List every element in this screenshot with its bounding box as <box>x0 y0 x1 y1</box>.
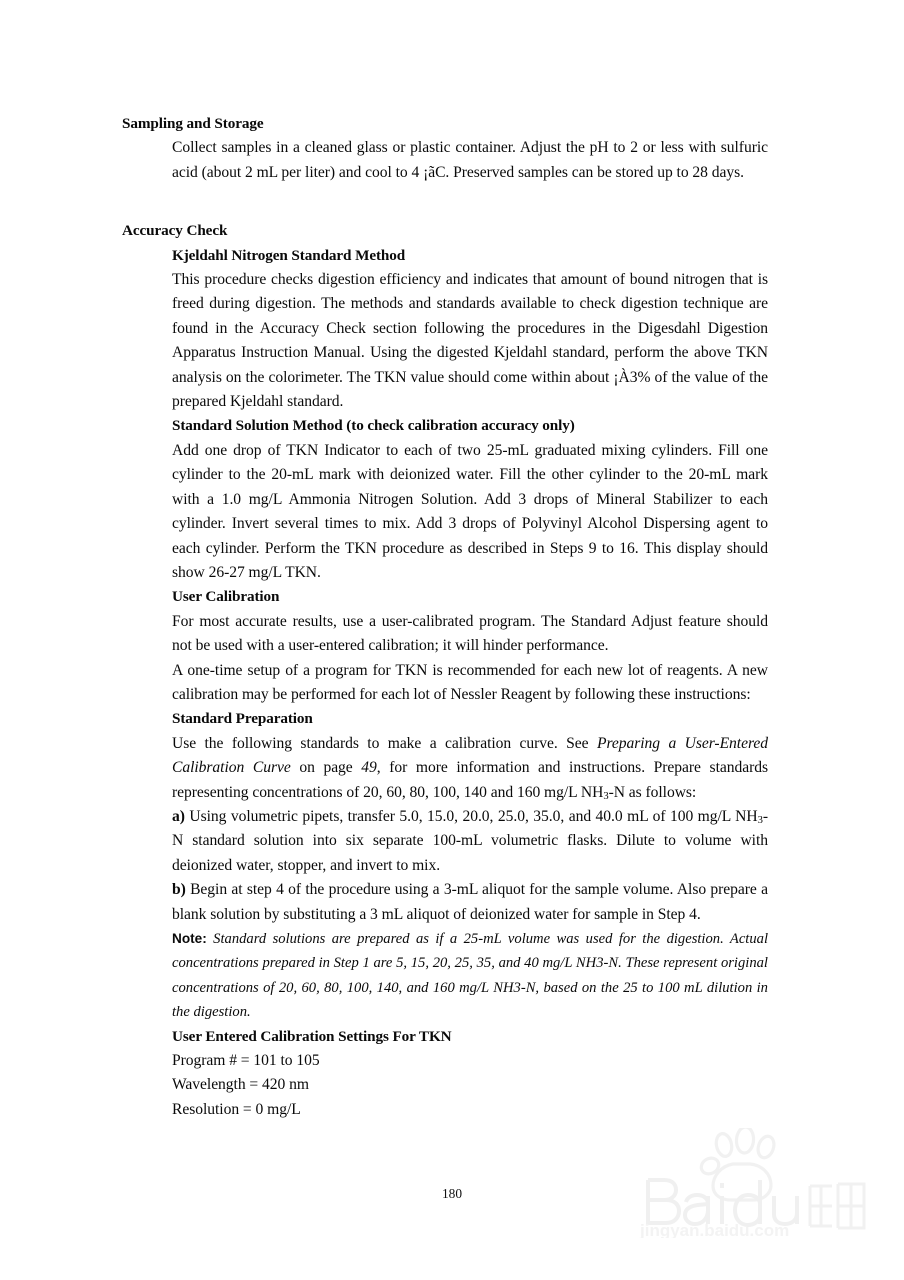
subheading-user-entered-calibration-settings: User Entered Calibration Settings For TKN <box>172 1027 452 1045</box>
section-spacer <box>122 185 768 219</box>
subheading-standard-preparation: Standard Preparation <box>172 710 313 728</box>
text-run: -N as follows: <box>608 783 697 801</box>
list-item-a-label: a) <box>172 807 185 825</box>
baidu-logo-icon <box>638 1128 878 1238</box>
paragraph-sampling-storage: Collect samples in a cleaned glass or plastic container. Adjust the pH to 2 or less with sulfuric acid (about 2 mL per liter) and cool to 4 ¡ãC. Preserved samples can be stored up to 28 days. <box>172 139 768 181</box>
text-run: -N. These represent original concentrations of 20, 60, 80, 100, 140, and 160 mg/L NH3 <box>172 955 768 996</box>
text-run: -N, based on the 25 to 100 mL dilution in the digestion. <box>172 979 768 1021</box>
note-label: Note: <box>172 931 207 946</box>
note-standard-solutions <box>172 927 768 1025</box>
text-run: Standard solutions are prepared as if a 25-mL volume was used for the digestion. Actual concentrations prepared in Step 1 are 5, 15, 20, 25, 35, and 40 mg/L NH3 <box>172 931 768 972</box>
paragraph-standard-solution-method: Add one drop of TKN Indicator to each of two 25-mL graduated mixing cylinders. Fill one cylinder to the 20-mL mark with deionized water. Fill the other cylinder to the 20-mL mark with a 1.0 mg/L Ammonia Nitrogen Solution. Add 3 drops of Mineral Stabilizer to each cylinder. Invert several times to mix. Add 3 drops of Polyvinyl Alcohol Dispersing agent to each cylinder. Perform the TKN procedure as described in Steps 9 to 16. This display should show 26-27 mg/L TKN. <box>172 441 768 581</box>
page-content <box>122 112 768 1122</box>
text-run: , for more information and instructions. Prepare standards representing concentrations of 20, 60, 80, 100, 140 and 160 mg/L NH <box>172 759 768 801</box>
section-heading-sampling-and-storage: Sampling and Storage <box>122 115 264 132</box>
setting-wavelength: Wavelength = 420 nm <box>172 1076 309 1094</box>
baidu-watermark <box>638 1128 878 1238</box>
paragraph-kjeldahl-method: This procedure checks digestion efficiency and indicates that amount of bound nitrogen that is freed during digestion. The methods and standards available to check digestion technique are found in the Accuracy Check section following the procedures in the Digesdahl Digestion Apparatus Instruction Manual. Using the digested Kjeldahl standard, perform the above TKN analysis on the colorimeter. The TKN value should come within about ¡À3% of the value of the prepared Kjeldahl standard. <box>172 271 768 411</box>
paragraph-user-calibration-1: For most accurate results, use a user-calibrated program. The Standard Adjust feature should not be used with a user-entered calibration; it will hinder performance. <box>172 612 768 655</box>
subscript-three: 3 <box>603 790 609 802</box>
text-run: Use the following standards to make a calibration curve. See <box>172 734 597 752</box>
watermark-url: jingyan.baidu.com <box>640 1221 790 1238</box>
subheading-user-calibration: User Calibration <box>172 588 280 606</box>
setting-program-number: Program # = 101 to 105 <box>172 1052 320 1070</box>
subheading-standard-solution-method: Standard Solution Method (to check calibration accuracy only) <box>172 417 575 435</box>
subscript-three: 3 <box>757 814 763 826</box>
sampling-and-storage-block <box>172 136 768 185</box>
text-run: on page <box>290 759 362 777</box>
accuracy-check-block <box>172 244 768 1123</box>
paragraph-user-calibration-2: A one-time setup of a program for TKN is recommended for each new lot of reagents. A new calibration may be performed for each lot of Nessler Reagent by following these instructions: <box>172 661 768 703</box>
list-item-a <box>172 805 768 878</box>
list-item-b-label: b) <box>172 881 186 899</box>
text-run: Begin at step 4 of the procedure using a 3-mL aliquot for the sample volume. Also prepare a blank solution by substituting a 3 mL aliquot of deionized water for sample in Step 4. <box>172 881 768 923</box>
italic-reference-title: Preparing a User-Entered Calibration Curve <box>172 734 769 777</box>
page-number: 180 <box>441 1186 463 1201</box>
setting-resolution: Resolution = 0 mg/L <box>172 1100 301 1118</box>
text-run: -N standard solution into six separate 100-mL volumetric flasks. Dilute to volume with deionized water, stopper, and invert to mix. <box>172 807 768 874</box>
paragraph-standard-preparation <box>172 732 768 805</box>
list-item-b <box>172 878 768 927</box>
text-run: Using volumetric pipets, transfer 5.0, 15.0, 20.0, 25.0, 35.0, and 40.0 mL of 100 mg/L NH <box>184 807 758 825</box>
subheading-kjeldahl-nitrogen-standard-method: Kjeldahl Nitrogen Standard Method <box>172 246 406 264</box>
section-heading-accuracy-check: Accuracy Check <box>122 222 228 240</box>
italic-page-number: 49 <box>361 759 377 777</box>
